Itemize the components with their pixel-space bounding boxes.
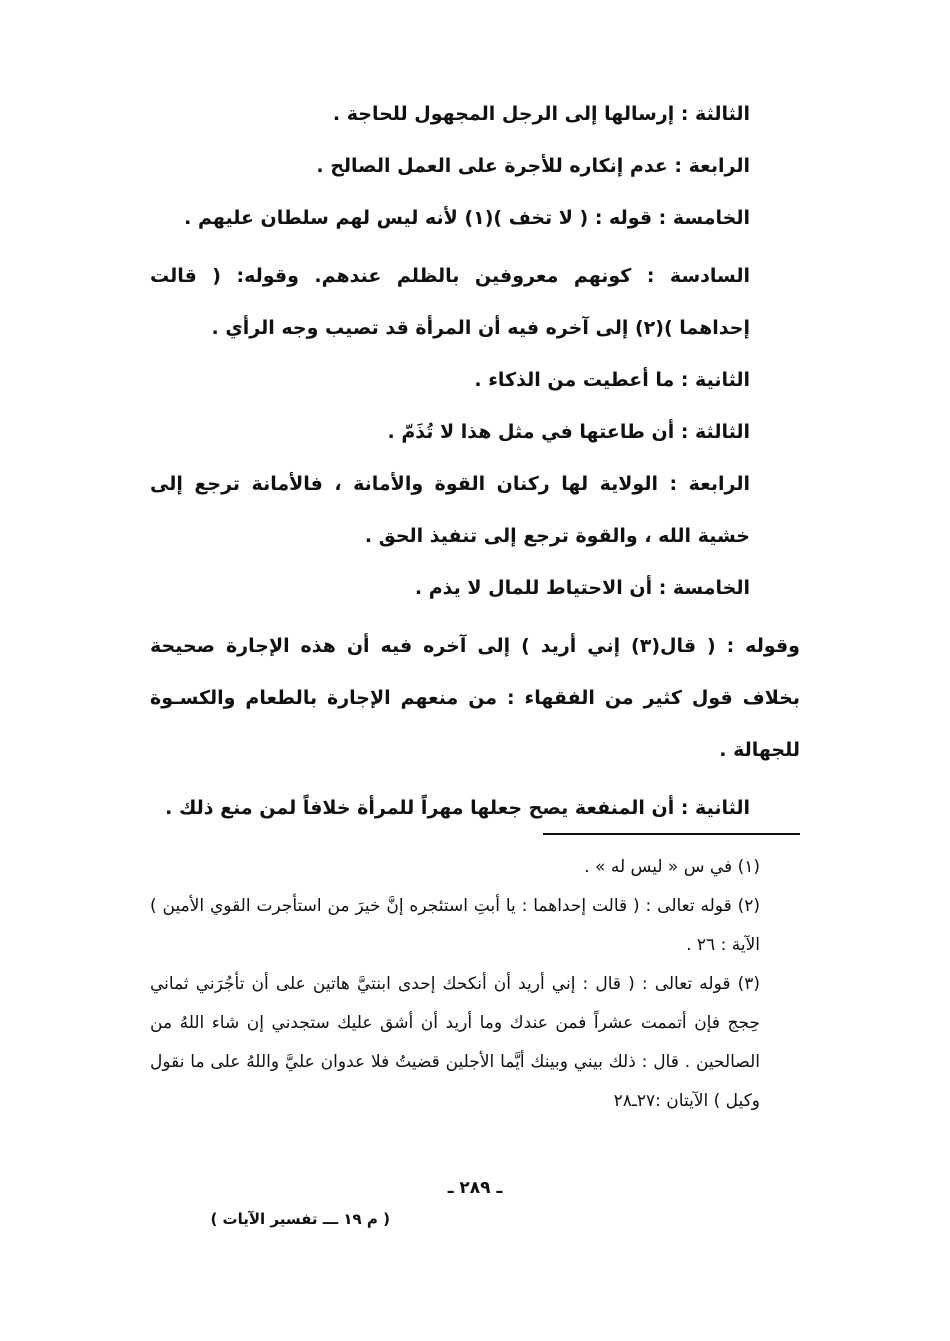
paragraph-fourth-wage: الرابعة : عدم إنكاره للأجرة على العمل الصالح . bbox=[316, 155, 750, 177]
paragraph-sixth-known-injustice: السادسة : كونهم معروفين بالظلم عندهم. وقوله: ( قالت إحداهما )(٢) إلى آخره فيه أن المرأة قد تصيب وجه الرأي . bbox=[150, 265, 750, 339]
footnote-1: (١) في س « ليس له » . bbox=[584, 857, 760, 877]
paragraph-third-obedience: الثالثة : أن طاعتها في مثل هذا لا تُذَمّ . bbox=[387, 421, 750, 443]
paragraph-fifth-caution: الخامسة : أن الاحتياط للمال لا يذم . bbox=[414, 577, 750, 599]
paragraph-second-intelligence: الثانية : ما أعطيت من الذكاء . bbox=[474, 369, 750, 391]
footnote-divider bbox=[543, 833, 800, 835]
footnotes bbox=[150, 848, 800, 1121]
paragraph-fourth-authority: الرابعة : الولاية لها ركنان القوة والأمانة ، فالأمانة ترجع إلى خشية الله ، والقوة ترجع إلى تنفيذ الحق . bbox=[150, 473, 750, 547]
paragraph-second-dowry: الثانية : أن المنفعة يصح جعلها مهراً للمرأة خلافاً لمن منع ذلك . bbox=[165, 797, 750, 819]
page-number: ـ ٢٨٩ ـ bbox=[447, 1178, 503, 1198]
paragraph-third-sending: الثالثة : إرسالها إلى الرجل المجهول للحاجة . bbox=[332, 103, 750, 125]
paragraph-fifth-fear-not: الخامسة : قوله : ( لا تخف )(١) لأنه ليس لهم سلطان عليهم . bbox=[184, 207, 750, 229]
footnote-2: (٢) قوله تعالى : ( قالت إحداهما : يا أبتِ استئجره إنَّ خيرَ من استأجرت القوي الأمين ) الآية : ٢٦ . bbox=[150, 896, 760, 955]
printer-signature: ( م ١٩ ـــ تفسير الآيات ) bbox=[210, 1210, 390, 1228]
footnote-3: (٣) قوله تعالى : ( قال : إني أريد أن أنكحك إحدى ابنتيَّ هاتين على أن تأجُرَني ثماني حِجج فإن أتممت عشراً فمن عندك وما أريد أن أشق عليك ستجدني إن شاء اللهُ من الصالحين . قال : ذلك بيني وبينك أيَّما الأجلين قضيتُ فلا عدوان عليَّ واللهُ على ما نقول وكيل ) الآيتان :٢٧ـ٢٨ bbox=[150, 974, 760, 1111]
paragraph-hiring-validity: وقوله : ( قال(٣) إني أريد ) إلى آخره فيه أن هذه الإجارة صحيحة بخلاف قول كثير من الفقهاء : من منعهم الإجارة بالطعام والكسـوة للجهالة . bbox=[150, 635, 800, 761]
main-text bbox=[150, 88, 800, 834]
